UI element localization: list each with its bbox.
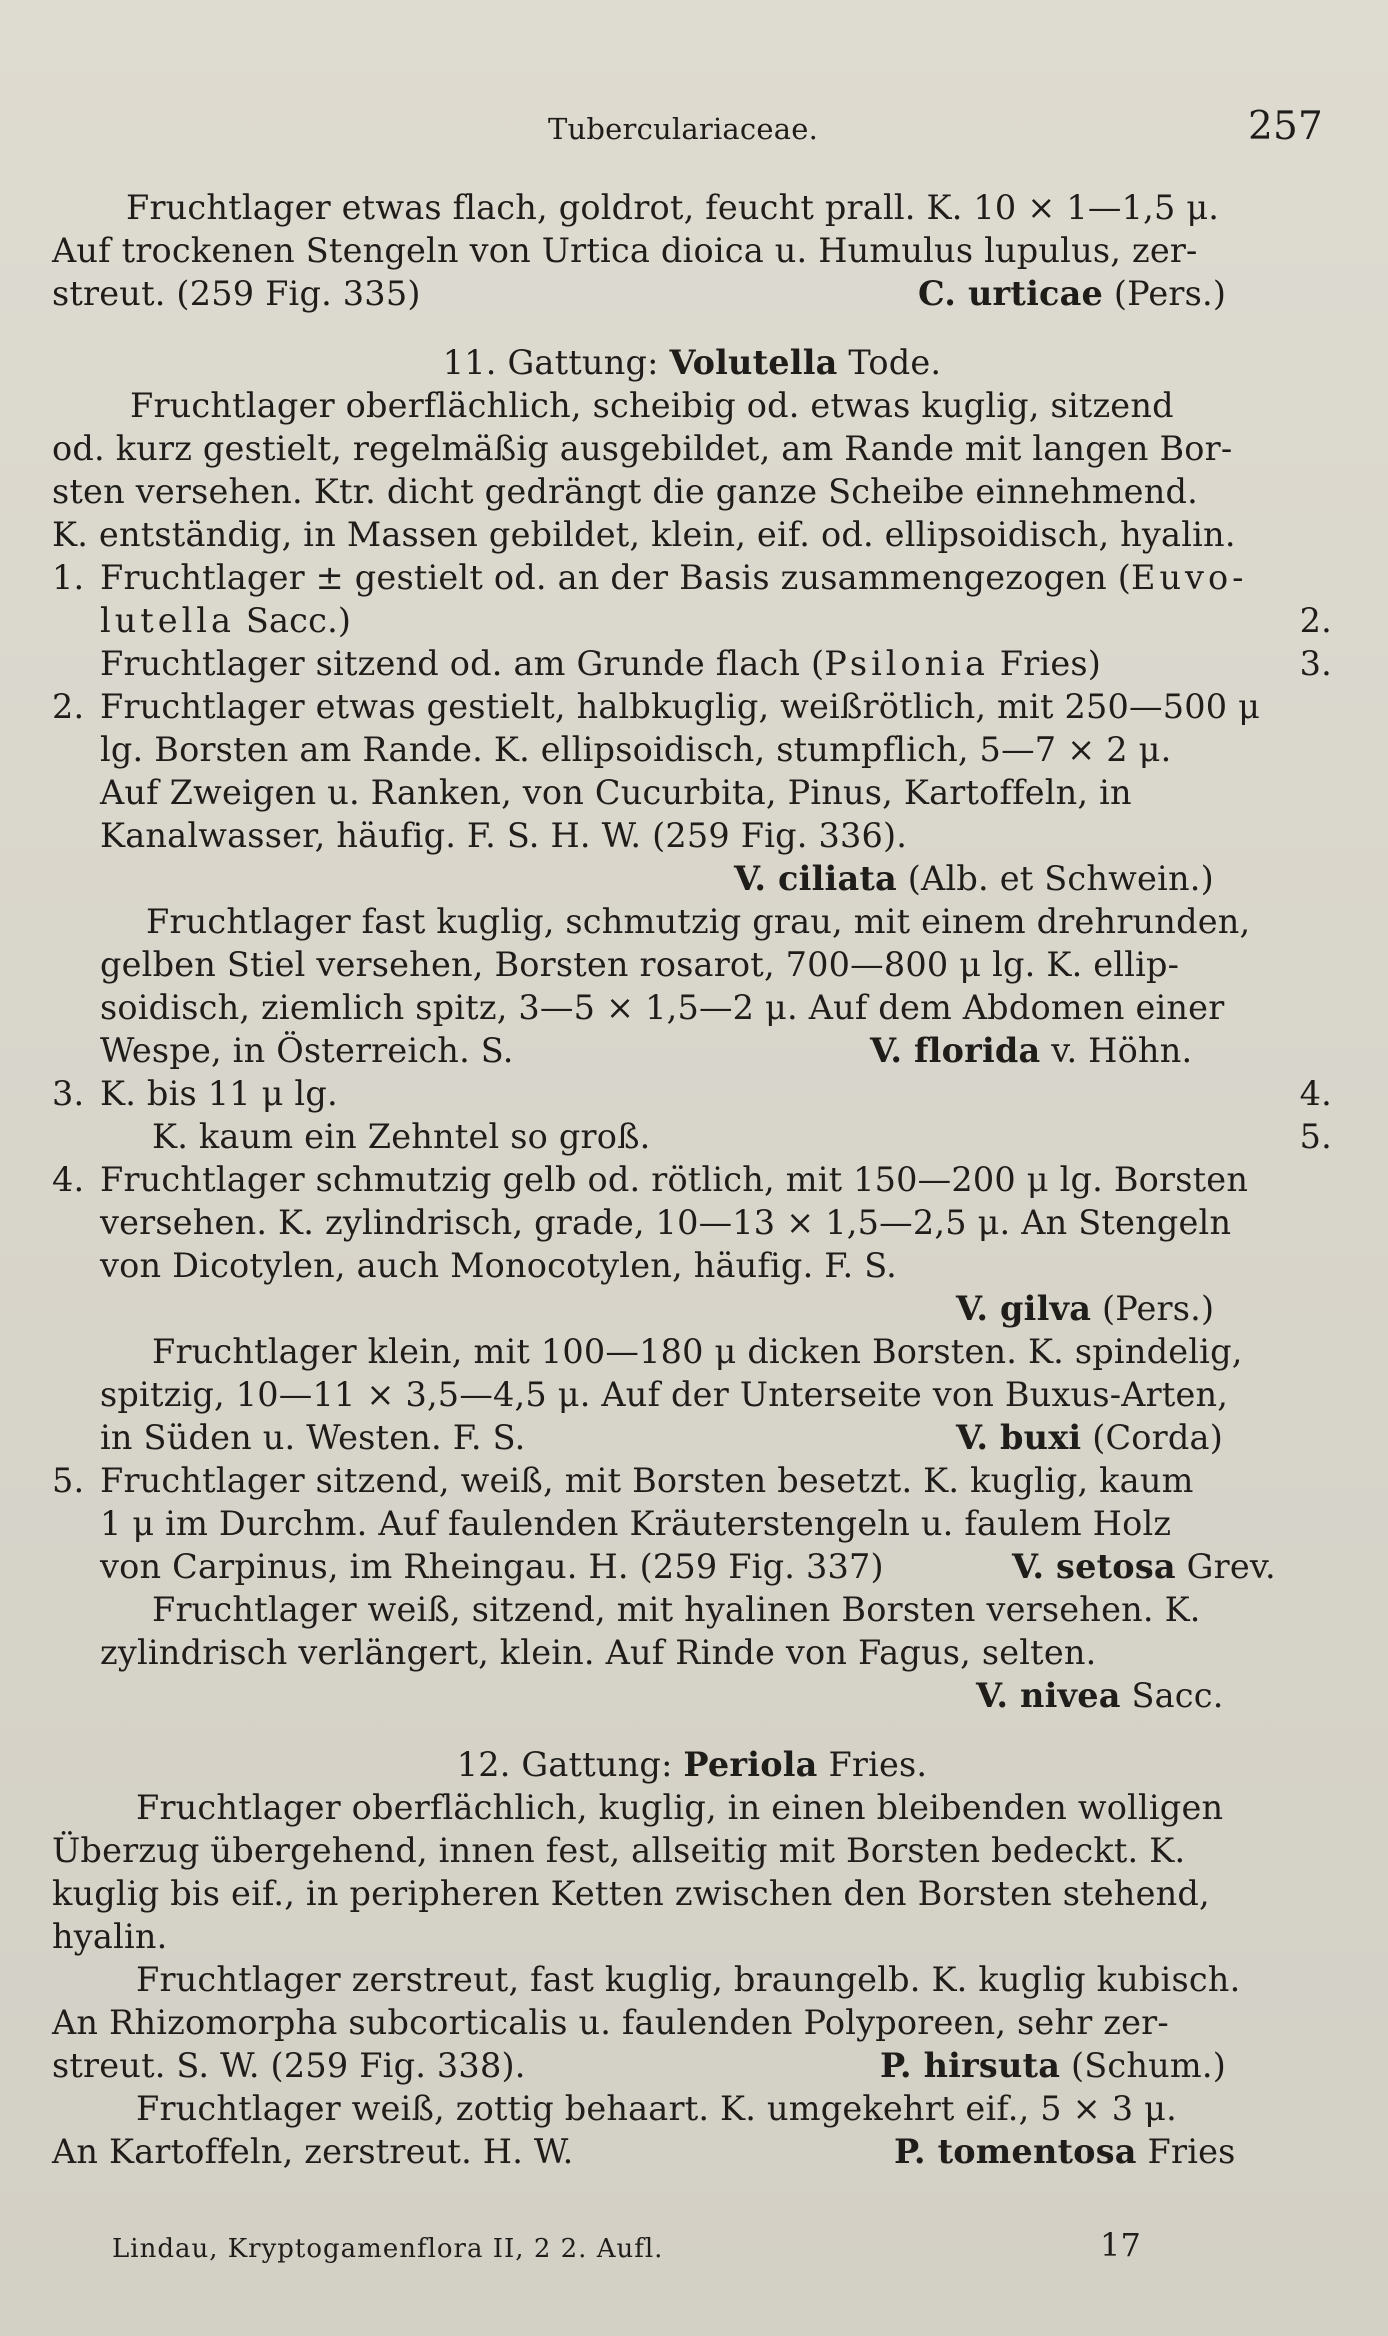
footer-source: Lindau, Kryptogamenflora II, 2 2. Aufl. — [112, 2234, 664, 2264]
text-line: Wespe, in Österreich. S. V. florida v. Höhn. — [100, 1031, 1193, 1070]
text-line: Fruchtlager weiß, zottig behaart. K. umgekehrt eif., 5 × 3 μ. — [136, 2089, 1177, 2128]
text-line: hyalin. — [52, 1917, 168, 1956]
species-name: V. nivea Sacc. — [976, 1676, 1224, 1715]
key-reference: 2. — [1299, 601, 1332, 640]
text-line: spitzig, 10—11 × 3,5—4,5 μ. Auf der Unterseite von Buxus-Arten, — [100, 1375, 1229, 1414]
text-line: Fruchtlager etwas flach, goldrot, feucht prall. K. 10 × 1—1,5 μ. — [126, 188, 1220, 227]
key-entry: 3. K. bis 11 μ lg. 4. — [52, 1074, 1332, 1113]
text-line: lutella Sacc.) 2. — [100, 601, 1332, 640]
key-reference: 5. — [1299, 1117, 1332, 1156]
text-line: sten versehen. Ktr. dicht gedrängt die ganze Scheibe einnehmend. — [52, 472, 1198, 511]
page-footer — [112, 2228, 1312, 2272]
text-line: zylindrisch verlängert, klein. Auf Rinde von Fagus, selten. — [100, 1633, 1097, 1672]
text-line: kuglig bis eif., in peripheren Ketten zwischen den Borsten stehend, — [52, 1874, 1210, 1913]
text-line: 1 μ im Durchm. Auf faulenden Kräuterstengeln u. faulem Holz — [100, 1504, 1172, 1543]
running-header — [0, 104, 1388, 154]
text-line: K. entständig, in Massen gebildet, klein, eif. od. ellipsoidisch, hyalin. — [52, 515, 1236, 554]
species-name: C. urticae (Pers.) — [918, 274, 1227, 313]
text-line: Fruchtlager oberflächlich, scheibig od. etwas kuglig, sitzend — [130, 386, 1174, 425]
text-line: streut. (259 Fig. 335) C. urticae (Pers.) — [52, 274, 1227, 313]
species-name: P. hirsuta (Schum.) — [880, 2046, 1226, 2085]
text-line — [52, 857, 1332, 900]
signature-mark: 17 — [1100, 2226, 1142, 2264]
genus-heading: 12. Gattung: Periola Fries. — [456, 1745, 928, 1784]
genus-heading: 11. Gattung: Volutella Tode. — [442, 343, 942, 382]
species-name: V. ciliata (Alb. et Schwein.) — [734, 859, 1214, 898]
text-line: Fruchtlager zerstreut, fast kuglig, braungelb. K. kuglig kubisch. — [136, 1960, 1241, 1999]
text-line: lg. Borsten am Rande. K. ellipsoidisch, stumpflich, 5—7 × 2 μ. — [100, 730, 1172, 769]
text-line: Fruchtlager oberflächlich, kuglig, in einen bleibenden wolligen — [136, 1788, 1224, 1827]
text-line: versehen. K. zylindrisch, grade, 10—13 × 1,5—2,5 μ. An Stengeln — [100, 1203, 1232, 1242]
text-line: von Dicotylen, auch Monocotylen, häufig. F. S. — [100, 1246, 898, 1285]
text-line: gelben Stiel versehen, Borsten rosarot, 700—800 μ lg. K. ellip- — [100, 945, 1180, 984]
text-line: von Carpinus, im Rheingau. H. (259 Fig. 337) V. setosa Grev. — [100, 1547, 1276, 1586]
text-line: in Süden u. Westen. F. S. V. buxi (Corda) — [100, 1418, 1223, 1457]
species-name: V. setosa Grev. — [1012, 1547, 1276, 1586]
text-line: Fruchtlager klein, mit 100—180 μ dicken Borsten. K. spindelig, — [152, 1332, 1243, 1371]
text-line: An Rhizomorpha subcorticalis u. faulenden Polyporeen, sehr zer- — [52, 2003, 1169, 2042]
text-line: od. kurz gestielt, regelmäßig ausgebildet, am Rande mit langen Bor- — [52, 429, 1233, 468]
key-entry: 4. Fruchtlager schmutzig gelb od. rötlich, mit 150—200 μ lg. Borsten — [52, 1160, 1249, 1199]
key-entry: 2. Fruchtlager etwas gestielt, halbkuglig, weißrötlich, mit 250—500 μ — [52, 687, 1261, 726]
text-line: Auf Zweigen u. Ranken, von Cucurbita, Pinus, Kartoffeln, in — [100, 773, 1132, 812]
main-text — [52, 186, 1332, 2173]
text-line: An Kartoffeln, zerstreut. H. W. P. tomentosa Fries — [52, 2132, 1236, 2171]
page-number: 257 — [1248, 104, 1324, 149]
text-line: streut. S. W. (259 Fig. 338). P. hirsuta (Schum.) — [52, 2046, 1226, 2085]
key-entry: 1. Fruchtlager ± gestielt od. an der Basis zusammengezogen (Euvo- — [52, 558, 1248, 597]
text-line: Überzug übergehend, innen fest, allseitig mit Borsten bedeckt. K. — [52, 1831, 1186, 1870]
text-line — [52, 1287, 1332, 1330]
text-line: K. kaum ein Zehntel so groß. 5. — [152, 1117, 1332, 1156]
text-line: Fruchtlager sitzend od. am Grunde flach (Psilonia Fries) 3. — [100, 644, 1332, 683]
text-line: Fruchtlager fast kuglig, schmutzig grau, mit einem drehrunden, — [146, 902, 1251, 941]
text-line: Fruchtlager weiß, sitzend, mit hyalinen Borsten versehen. K. — [152, 1590, 1201, 1629]
key-entry: 5. Fruchtlager sitzend, weiß, mit Borsten besetzt. K. kuglig, kaum — [52, 1461, 1194, 1500]
key-reference: 3. — [1299, 644, 1332, 683]
text-line: Kanalwasser, häufig. F. S. H. W. (259 Fig. 336). — [100, 816, 908, 855]
text-line — [52, 1674, 1332, 1717]
species-name: V. buxi (Corda) — [956, 1418, 1223, 1457]
species-name: P. tomentosa Fries — [894, 2132, 1236, 2171]
key-reference: 4. — [1299, 1074, 1332, 1113]
running-title: Tuberculariaceae. — [548, 112, 818, 146]
text-line: Auf trockenen Stengeln von Urtica dioica u. Humulus lupulus, zer- — [52, 231, 1198, 270]
text-line: soidisch, ziemlich spitz, 3—5 × 1,5—2 μ. Auf dem Abdomen einer — [100, 988, 1225, 1027]
species-name: V. gilva (Pers.) — [956, 1289, 1215, 1328]
species-name: V. florida v. Höhn. — [870, 1031, 1193, 1070]
